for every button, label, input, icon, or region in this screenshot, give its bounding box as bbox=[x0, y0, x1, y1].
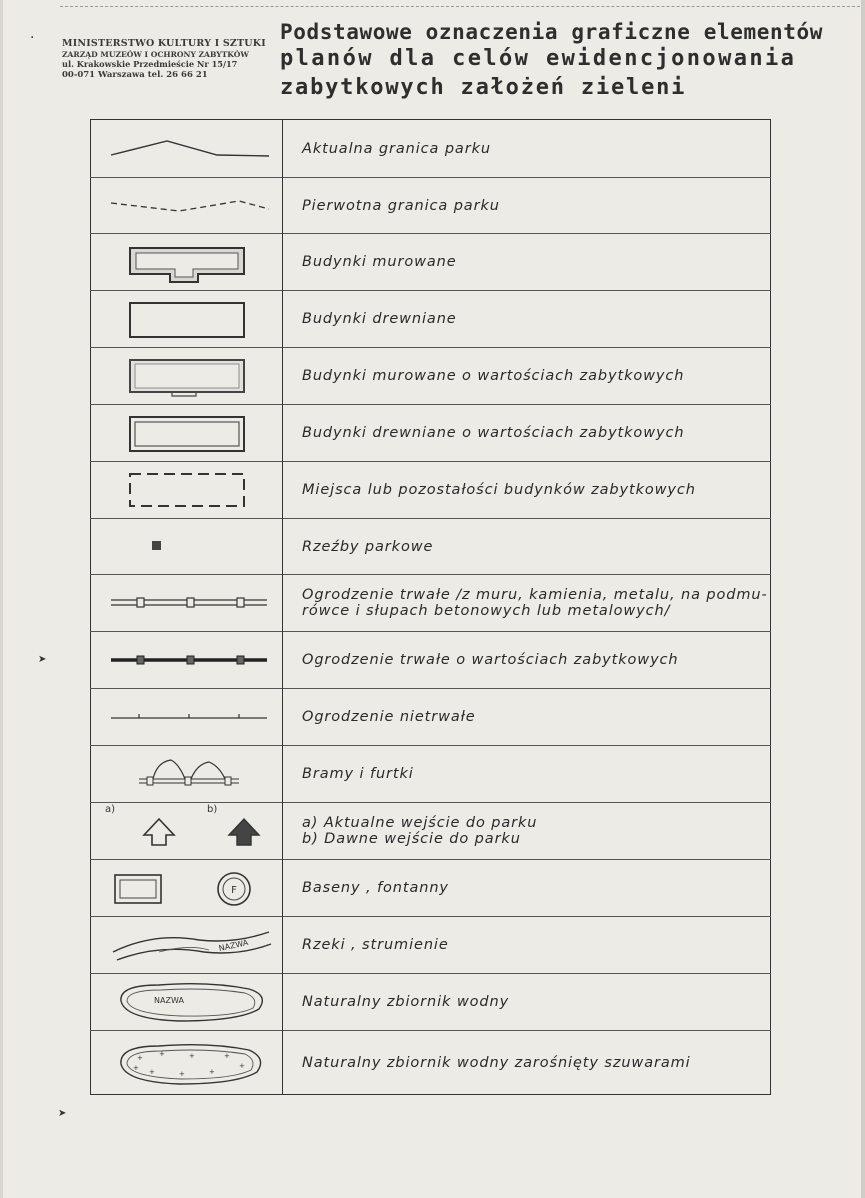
title-line-3: zabytkowych założeń zieleni bbox=[280, 75, 687, 100]
symbol-cell bbox=[91, 917, 283, 974]
symbol-cell bbox=[91, 632, 283, 689]
symbol-cell bbox=[91, 462, 283, 519]
legend-row bbox=[91, 178, 771, 234]
legend-row bbox=[91, 746, 771, 803]
title-line-2: planów dla celów ewidencjonowania bbox=[280, 46, 797, 71]
legend-label: Naturalny zbiornik wodny bbox=[283, 974, 771, 1031]
legend-label: Budynki murowane bbox=[283, 234, 771, 291]
gates-symbol bbox=[99, 754, 274, 794]
svg-text:+: + bbox=[159, 1049, 165, 1058]
wooden-building-symbol bbox=[122, 297, 252, 341]
masonry-building-symbol bbox=[122, 240, 252, 284]
symbol-cell bbox=[91, 746, 283, 803]
historic-fence-symbol bbox=[99, 645, 274, 675]
symbol-cell bbox=[91, 974, 283, 1031]
legend-label: Miejsca lub pozostałości budynków zabytkowych bbox=[283, 462, 771, 519]
symbol-cell bbox=[91, 234, 283, 291]
marker-a: a) bbox=[105, 804, 116, 815]
top-divider-line bbox=[60, 6, 860, 7]
legend-row bbox=[91, 405, 771, 462]
svg-text:+: + bbox=[239, 1061, 245, 1070]
legend-row bbox=[91, 917, 771, 974]
pool-fountain-symbol bbox=[99, 866, 274, 910]
legend-row bbox=[91, 632, 771, 689]
legend-row bbox=[91, 348, 771, 405]
stamp-line-ministry: MINISTERSTWO KULTURY I SZTUKI bbox=[62, 38, 266, 49]
legend-label bbox=[283, 575, 771, 632]
legend-row bbox=[91, 689, 771, 746]
legend-table bbox=[90, 119, 771, 1095]
symbol-cell bbox=[91, 291, 283, 348]
historic-masonry-building-symbol bbox=[122, 354, 252, 398]
symbol-cell bbox=[91, 348, 283, 405]
entrance-arrows-symbol bbox=[99, 809, 274, 853]
legend-label: Budynki drewniane bbox=[283, 291, 771, 348]
stamp-line-board: ZARZĄD MUZEÓW I OCHRONY ZABYTKÓW bbox=[62, 49, 249, 59]
legend-row bbox=[91, 974, 771, 1031]
legend-label: Ogrodzenie nietrwałe bbox=[283, 689, 771, 746]
permanent-fence-symbol bbox=[99, 588, 274, 618]
historic-remains-symbol bbox=[122, 468, 252, 512]
non-permanent-fence-symbol bbox=[99, 702, 274, 732]
legend-label: Bramy i furtki bbox=[283, 746, 771, 803]
legend-label-line-2: rówce i słupach betonowych lub metalowych/ bbox=[302, 603, 671, 619]
legend-label-line-2: b) Dawne wejście do parku bbox=[302, 831, 521, 847]
symbol-cell bbox=[91, 178, 283, 234]
legend-row bbox=[91, 120, 771, 178]
symbol-cell bbox=[91, 803, 283, 860]
symbol-cell bbox=[91, 860, 283, 917]
legend-label: Budynki murowane o wartościach zabytkowych bbox=[283, 348, 771, 405]
water-body-symbol bbox=[99, 977, 274, 1027]
svg-text:+: + bbox=[189, 1051, 195, 1060]
legend-label bbox=[283, 803, 771, 860]
symbol-cell bbox=[91, 519, 283, 575]
svg-text:+: + bbox=[137, 1053, 143, 1062]
legend-label: Rzeki , strumienie bbox=[283, 917, 771, 974]
symbol-cell bbox=[91, 1031, 283, 1095]
legend-row bbox=[91, 291, 771, 348]
svg-text:+: + bbox=[179, 1069, 185, 1078]
svg-text:+: + bbox=[149, 1067, 155, 1076]
legend-row bbox=[91, 803, 771, 860]
current-boundary-symbol bbox=[99, 129, 274, 169]
legend-label: Pierwotna granica parku bbox=[283, 178, 771, 234]
legend-label-line-1: Ogrodzenie trwałe /z muru, kamienia, metalu, na podmu- bbox=[302, 587, 768, 603]
river-symbol bbox=[99, 922, 274, 968]
legend-row bbox=[91, 234, 771, 291]
fountain-letter: F bbox=[231, 885, 237, 896]
symbol-cell bbox=[91, 405, 283, 462]
legend-label: Naturalny zbiornik wodny zarośnięty szuwarami bbox=[283, 1031, 771, 1095]
stamp-line-street: ul. Krakowskie Przedmieście Nr 15/17 bbox=[62, 59, 238, 70]
scan-mark: · bbox=[30, 30, 35, 46]
sculpture-symbol bbox=[99, 532, 274, 562]
original-boundary-symbol bbox=[99, 186, 274, 226]
stamp-line-city-phone: 00-071 Warszawa tel. 26 66 21 bbox=[62, 69, 208, 80]
legend-row bbox=[91, 860, 771, 917]
legend-row bbox=[91, 462, 771, 519]
title-line-1: Podstawowe oznaczenia graficzne elementów bbox=[280, 20, 823, 44]
legend-label-line-1: a) Aktualne wejście do parku bbox=[302, 815, 538, 831]
svg-text:+: + bbox=[224, 1051, 230, 1060]
svg-text:+: + bbox=[133, 1063, 139, 1072]
legend-row bbox=[91, 1031, 771, 1095]
legend-label: Rzeźby parkowe bbox=[283, 519, 771, 575]
svg-text:+: + bbox=[209, 1067, 215, 1076]
overgrown-water-body-symbol bbox=[99, 1036, 274, 1090]
legend-row bbox=[91, 575, 771, 632]
scan-mark: ➤ bbox=[38, 654, 47, 665]
legend-label: Ogrodzenie trwałe o wartościach zabytkowych bbox=[283, 632, 771, 689]
institution-stamp bbox=[62, 38, 277, 80]
symbol-cell bbox=[91, 689, 283, 746]
legend-label: Aktualna granica parku bbox=[302, 140, 491, 157]
symbol-cell bbox=[91, 120, 283, 178]
legend-label: Baseny , fontanny bbox=[283, 860, 771, 917]
water-body-name-tag: NAZWA bbox=[154, 996, 184, 1005]
marker-b: b) bbox=[207, 804, 218, 815]
scan-mark: ➤ bbox=[58, 1108, 67, 1119]
symbol-cell bbox=[91, 575, 283, 632]
historic-wooden-building-symbol bbox=[122, 411, 252, 455]
legend-label: Budynki drewniane o wartościach zabytkowych bbox=[283, 405, 771, 462]
document-title bbox=[280, 20, 823, 100]
legend-row bbox=[91, 519, 771, 575]
river-name-tag: NAZWA bbox=[217, 938, 250, 954]
